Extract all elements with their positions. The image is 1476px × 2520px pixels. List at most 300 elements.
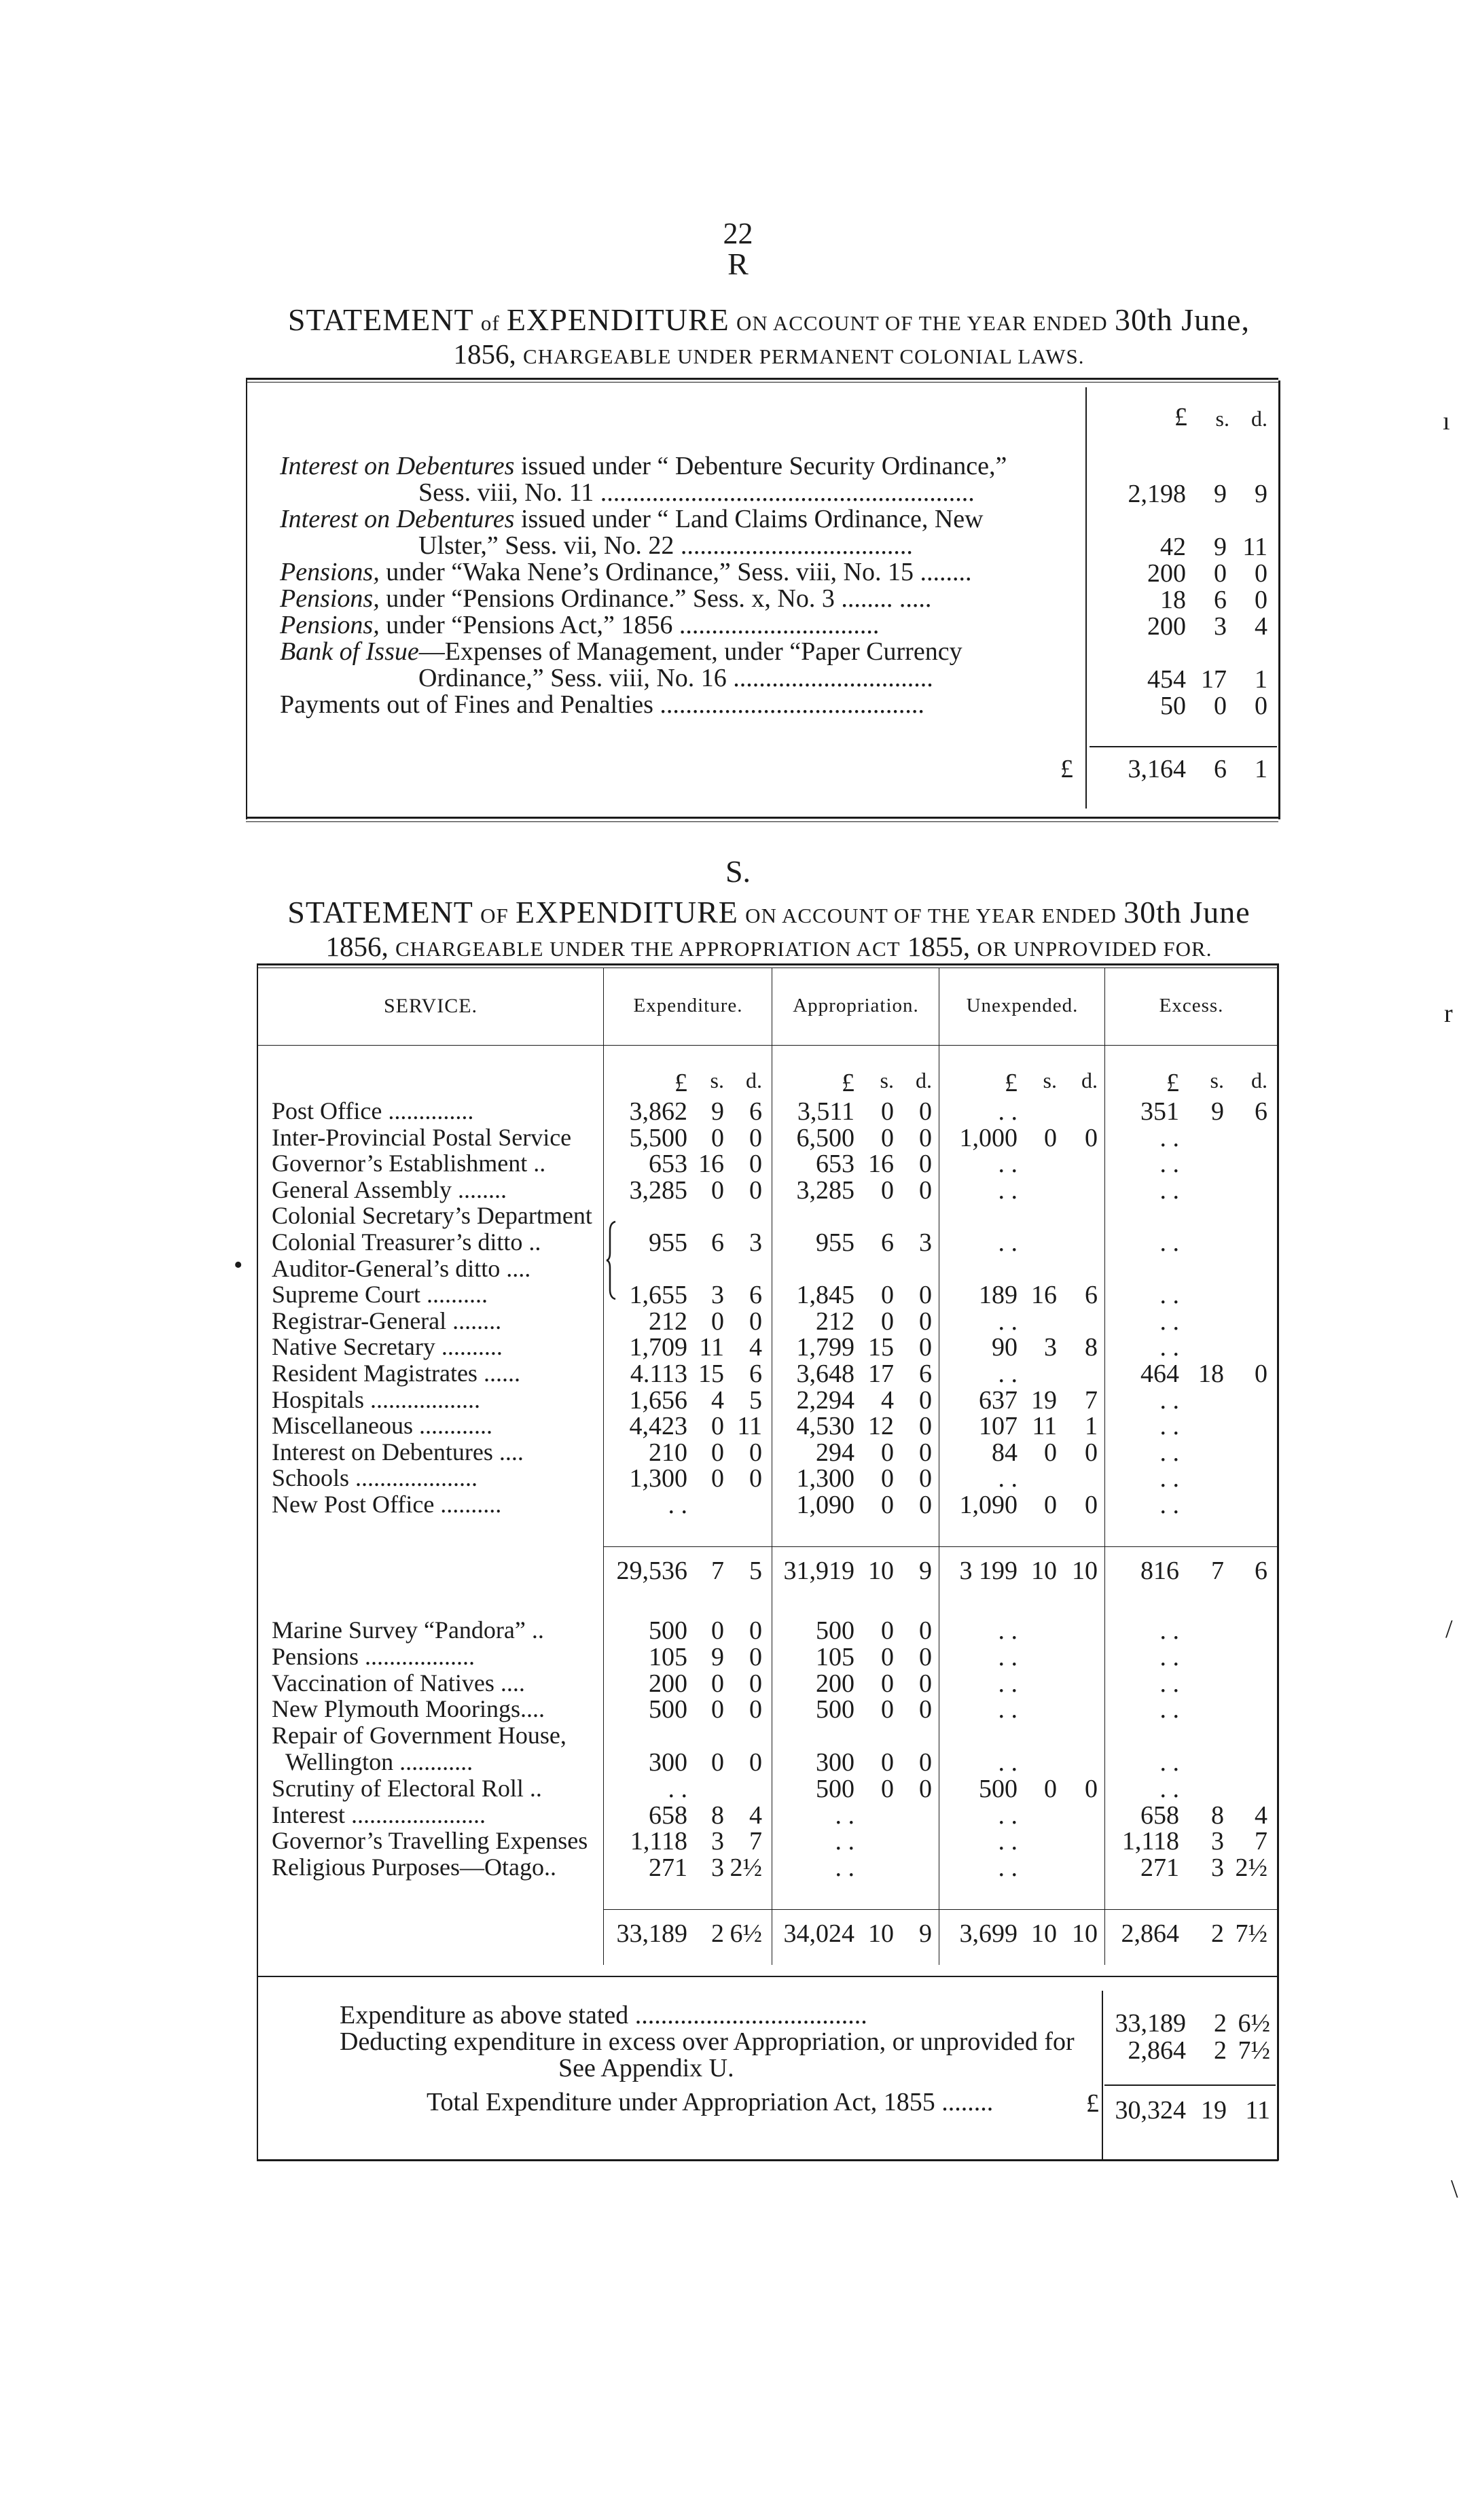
r-line-5: Pensions, under “Waka Nene’s Ordinance,” Sess. viii, No. 15 ........ (280, 558, 972, 586)
row-app-pounds: 955 (816, 1228, 854, 1257)
row-exp-pounds: . . (668, 1775, 687, 1803)
row-app-shillings: 17 (868, 1360, 894, 1388)
r-amount-pence: 0 (1255, 692, 1267, 720)
row-exp-pence: 0 (749, 1616, 762, 1645)
row-app-pence: 0 (919, 1124, 932, 1152)
service-label: Schools .................... (272, 1464, 478, 1491)
subtotal1-une-shillings: 10 (1031, 1557, 1057, 1585)
row-exp-shillings: 0 (711, 1124, 724, 1152)
summary-shillings: 2 (1214, 2036, 1227, 2065)
row-app-pence: 0 (919, 1491, 932, 1519)
row-une-pounds: 637 (979, 1386, 1018, 1415)
row-exp-pounds: 5,500 (629, 1124, 687, 1152)
row-app-shillings: 0 (881, 1748, 894, 1777)
r-top-rule (246, 378, 1278, 380)
s-col-excess: Excess. (1159, 995, 1224, 1016)
s-exc-pence-header: d. (1251, 1068, 1267, 1093)
row-exc-pounds: 351 (1140, 1097, 1179, 1126)
row-app-pounds: 212 (816, 1307, 854, 1336)
summary-line-2: Deducting expenditure in excess over Appropriation, or unprovided for (340, 2027, 1075, 2056)
row-exc-shillings: 18 (1198, 1360, 1224, 1388)
row-app-pence: 6 (919, 1360, 932, 1388)
row-une-shillings: 16 (1031, 1281, 1057, 1309)
r-total-pounds: 3,164 (1128, 755, 1186, 783)
s-currency-header-row (0, 1068, 1476, 1095)
r-amount-pence: 4 (1255, 612, 1267, 641)
summary-line-3: See Appendix U. (558, 2054, 734, 2082)
row-app-pounds: 1,799 (796, 1333, 854, 1362)
row-exp-pounds: 1,118 (630, 1827, 687, 1856)
s-col-service: SERVICE. (383, 995, 478, 1017)
row-exc-pounds: . . (1159, 1281, 1179, 1309)
service-label: Resident Magistrates ...... (272, 1360, 520, 1387)
row-exc-pounds: . . (1159, 1412, 1179, 1440)
s-app-shillings-header: s. (880, 1068, 894, 1093)
row-exc-shillings: 3 (1211, 1853, 1224, 1882)
r-amount-pence: 11 (1242, 533, 1267, 561)
service-label: Interest ...................... (272, 1801, 486, 1828)
row-une-pence: 0 (1085, 1124, 1098, 1152)
row-app-shillings: 0 (881, 1097, 894, 1126)
row-exc-pounds: . . (1159, 1616, 1179, 1645)
s-subtotal1-rule (603, 1546, 1277, 1547)
row-app-shillings: 0 (881, 1307, 894, 1336)
summary-line-4: Total Expenditure under Appropriation Act, 1855 ........ (427, 2088, 994, 2116)
row-app-shillings: 6 (881, 1228, 894, 1257)
row-une-shillings: 11 (1032, 1412, 1057, 1440)
row-une-pounds: 189 (979, 1281, 1018, 1309)
row-exp-pence: 0 (749, 1643, 762, 1671)
summary-pounds: 33,189 (1115, 2009, 1186, 2038)
r-amount-pence: 0 (1255, 586, 1267, 614)
row-exc-shillings: 3 (1211, 1827, 1224, 1856)
summary-total-shillings: 19 (1201, 2096, 1227, 2125)
row-exp-pounds: 4.113 (630, 1360, 687, 1388)
row-app-pounds: 294 (816, 1438, 854, 1467)
r-left-rule (246, 378, 247, 819)
row-une-shillings: 19 (1031, 1386, 1057, 1415)
row-exp-pounds: 4,423 (629, 1412, 687, 1440)
row-exp-pence: 7 (749, 1827, 762, 1856)
subtotal2-exc-pounds: 2,864 (1121, 1919, 1179, 1948)
row-app-pence: 0 (919, 1281, 932, 1309)
service-label: Repair of Government House, (272, 1722, 566, 1749)
row-app-pence: 0 (919, 1464, 932, 1493)
margin-mark: • (234, 1251, 243, 1279)
row-app-pounds: 3,511 (797, 1097, 854, 1126)
r-total-shillings: 6 (1214, 755, 1227, 783)
row-exc-pence: 0 (1255, 1360, 1267, 1388)
row-exc-pence: 4 (1255, 1801, 1267, 1830)
service-label: Wellington ............ (285, 1748, 473, 1775)
s-col-sep-1 (603, 968, 604, 1965)
row-exp-shillings: 0 (711, 1464, 724, 1493)
row-exp-shillings: 3 (711, 1853, 724, 1882)
row-exp-shillings: 15 (698, 1360, 724, 1388)
subtotal2-exp-shillings: 2 (711, 1919, 724, 1948)
r-amount-shillings: 9 (1214, 533, 1227, 561)
row-une-shillings: 0 (1044, 1438, 1057, 1467)
row-exp-pounds: 658 (649, 1801, 687, 1830)
service-label: Scrutiny of Electoral Roll .. (272, 1775, 542, 1802)
row-exp-shillings: 3 (711, 1827, 724, 1856)
subtotal1-exp-pounds: 29,536 (616, 1557, 687, 1585)
row-app-shillings: 0 (881, 1281, 894, 1309)
s-header-rule (257, 1045, 1278, 1046)
r-amount-shillings: 0 (1214, 559, 1227, 588)
service-label: Marine Survey “Pandora” .. (272, 1616, 544, 1644)
row-app-pence: 0 (919, 1097, 932, 1126)
r-amount-shillings: 17 (1201, 665, 1227, 694)
row-app-pounds: 1,300 (796, 1464, 854, 1493)
row-exc-pounds: . . (1159, 1669, 1179, 1698)
row-une-pence: 0 (1085, 1775, 1098, 1803)
row-exp-pence: 0 (749, 1307, 762, 1336)
service-label: Governor’s Establishment .. (272, 1150, 546, 1177)
row-exc-shillings: 9 (1211, 1097, 1224, 1126)
row-exc-pounds: . . (1159, 1464, 1179, 1493)
r-amount-shillings: 0 (1214, 692, 1227, 720)
row-app-pounds: 500 (816, 1695, 854, 1724)
r-total-pence: 1 (1255, 755, 1267, 783)
row-exc-pence: 6 (1255, 1097, 1267, 1126)
subtotal2-une-shillings: 10 (1031, 1919, 1057, 1948)
row-exp-shillings: 8 (711, 1801, 724, 1830)
row-exp-pounds: 653 (649, 1150, 687, 1178)
row-app-shillings: 0 (881, 1669, 894, 1698)
row-app-shillings: 0 (881, 1643, 894, 1671)
row-exp-pounds: 500 (649, 1695, 687, 1724)
row-app-pounds: 200 (816, 1669, 854, 1698)
margin-mark: \ (1451, 2175, 1458, 2203)
row-app-pounds: 105 (816, 1643, 854, 1671)
row-app-pounds: 1,845 (796, 1281, 854, 1309)
row-exp-pounds: 200 (649, 1669, 687, 1698)
row-exp-shillings: 11 (699, 1333, 724, 1362)
r-amount-pence: 0 (1255, 559, 1267, 588)
row-une-pounds: . . (998, 1360, 1018, 1388)
service-label: Governor’s Travelling Expenses (272, 1827, 588, 1854)
section-r-title-line2: 1856, CHARGEABLE UNDER PERMANENT COLONIAL LAWS. (453, 338, 1085, 370)
row-exc-pounds: . . (1159, 1438, 1179, 1467)
row-app-pounds: 4,530 (796, 1412, 854, 1440)
row-une-pounds: . . (998, 1097, 1018, 1126)
row-exc-pence: 7 (1255, 1827, 1267, 1856)
row-app-pounds: 2,294 (796, 1386, 854, 1415)
r-right-rule (1278, 380, 1280, 819)
summary-total-symbol: £ (1086, 2089, 1099, 2118)
r-total-symbol: £ (1060, 755, 1073, 783)
s-col-sep-4 (1104, 968, 1105, 1965)
row-une-pounds: . . (998, 1176, 1018, 1205)
row-une-pence: 1 (1085, 1412, 1098, 1440)
row-une-shillings: 3 (1044, 1333, 1057, 1362)
row-une-pounds: . . (998, 1464, 1018, 1493)
s-top-rule (257, 963, 1278, 965)
page-number: 22 (723, 217, 753, 250)
service-label: Religious Purposes—Otago.. (272, 1853, 556, 1881)
subtotal1-exc-pence: 6 (1255, 1557, 1267, 1585)
row-exp-shillings: 0 (711, 1438, 724, 1467)
r-amount-shillings: 6 (1214, 586, 1227, 614)
row-exc-pounds: . . (1159, 1124, 1179, 1152)
s-summary-divider (1102, 1991, 1103, 2161)
row-une-pounds: . . (998, 1827, 1018, 1856)
row-app-shillings: 0 (881, 1464, 894, 1493)
row-exp-pounds: 1,655 (629, 1281, 687, 1309)
r-amount-pounds: 42 (1160, 533, 1186, 561)
section-r-letter: R (727, 247, 749, 281)
row-exp-pence: 6 (749, 1097, 762, 1126)
subtotal2-app-pence: 9 (919, 1919, 932, 1948)
row-exp-shillings: 0 (711, 1695, 724, 1724)
row-exp-pounds: 3,285 (629, 1176, 687, 1205)
subtotal1-une-pounds: 3 199 (959, 1557, 1018, 1585)
row-app-pence: 0 (919, 1616, 932, 1645)
row-exp-pence: 11 (737, 1412, 762, 1440)
row-app-pence: 0 (919, 1386, 932, 1415)
row-une-pounds: 500 (979, 1775, 1018, 1803)
row-exp-pence: 4 (749, 1333, 762, 1362)
row-une-pence: 8 (1085, 1333, 1098, 1362)
r-amount-pence: 1 (1255, 665, 1267, 694)
row-une-pounds: . . (998, 1669, 1018, 1698)
row-exc-pounds: . . (1159, 1643, 1179, 1671)
row-exp-pence: 0 (749, 1150, 762, 1178)
subtotal1-exp-shillings: 7 (711, 1557, 724, 1585)
r-line-3: Interest on Debentures issued under “ Land Claims Ordinance, New (280, 505, 984, 533)
row-une-pounds: . . (998, 1616, 1018, 1645)
brace-mark (606, 1220, 619, 1300)
row-exc-pounds: 1,118 (1121, 1827, 1179, 1856)
row-une-pence: 7 (1085, 1386, 1098, 1415)
s-exp-shillings-header: s. (710, 1068, 724, 1093)
row-exp-pounds: 1,300 (629, 1464, 687, 1493)
row-exc-shillings: 8 (1211, 1801, 1224, 1830)
row-app-shillings: 0 (881, 1775, 894, 1803)
row-exp-shillings: 0 (711, 1307, 724, 1336)
subtotal2-app-pounds: 34,024 (783, 1919, 854, 1948)
subtotal2-une-pounds: 3,699 (959, 1919, 1018, 1948)
row-app-pounds: 500 (816, 1775, 854, 1803)
margin-mark: ı (1443, 407, 1450, 436)
row-app-pence: 0 (919, 1333, 932, 1362)
row-app-pence: 0 (919, 1150, 932, 1178)
row-exp-pence: 3 (749, 1228, 762, 1257)
row-exp-pence: 6 (749, 1360, 762, 1388)
service-label: New Plymouth Moorings.... (272, 1695, 545, 1722)
row-app-shillings: 0 (881, 1438, 894, 1467)
subtotal1-une-pence: 10 (1072, 1557, 1098, 1585)
subtotal1-app-pounds: 31,919 (783, 1557, 854, 1585)
row-une-pence: 0 (1085, 1438, 1098, 1467)
row-une-pounds: . . (998, 1853, 1018, 1882)
r-amount-pounds: 18 (1160, 586, 1186, 614)
row-exp-shillings: 0 (711, 1748, 724, 1777)
subtotal2-exc-pence: 7½ (1235, 1919, 1267, 1948)
row-app-pence: 0 (919, 1643, 932, 1671)
row-app-shillings: 15 (868, 1333, 894, 1362)
service-label: New Post Office .......... (272, 1491, 502, 1518)
subtotal1-exc-shillings: 7 (1211, 1557, 1224, 1585)
section-s-title-line1: STATEMENT OF EXPENDITURE ON ACCOUNT OF THE YEAR ENDED 30th June (287, 895, 1250, 929)
s-summary-rule (257, 1976, 1278, 1977)
row-exp-shillings: 6 (711, 1228, 724, 1257)
row-exc-pence: 2½ (1235, 1853, 1267, 1882)
row-app-pence: 0 (919, 1412, 932, 1440)
row-exp-pounds: 212 (649, 1307, 687, 1336)
summary-total-pounds: 30,324 (1115, 2096, 1186, 2125)
row-exp-shillings: 0 (711, 1412, 724, 1440)
summary-pence: 6½ (1238, 2009, 1270, 2038)
s-app-pence-header: d. (916, 1068, 932, 1093)
service-label: Supreme Court .......... (272, 1281, 488, 1308)
r-line-1: Interest on Debentures issued under “ Debenture Security Ordinance,” (280, 452, 1007, 480)
row-exp-shillings: 3 (711, 1281, 724, 1309)
service-label: Interest on Debentures .... (272, 1438, 524, 1466)
r-line-10: Payments out of Fines and Penalties ......................................... (280, 690, 924, 719)
row-exc-pounds: . . (1159, 1176, 1179, 1205)
r-line-8: Bank of Issue—Expenses of Management, under “Paper Currency (280, 637, 962, 666)
row-app-pence: 0 (919, 1748, 932, 1777)
row-app-shillings: 0 (881, 1124, 894, 1152)
row-une-pounds: . . (998, 1748, 1018, 1777)
service-label: Miscellaneous ............ (272, 1412, 492, 1439)
s-exc-shillings-header: s. (1210, 1068, 1224, 1093)
r-amount-pounds: 200 (1147, 559, 1186, 588)
row-app-pounds: 1,090 (796, 1491, 854, 1519)
row-exc-pounds: . . (1159, 1491, 1179, 1519)
row-exp-pence: 0 (749, 1695, 762, 1724)
s-subtotal2-rule (603, 1909, 1277, 1910)
row-exp-shillings: 16 (698, 1150, 724, 1178)
row-une-shillings: 0 (1044, 1775, 1057, 1803)
row-exc-pounds: 271 (1140, 1853, 1179, 1882)
s-col-expenditure: Expenditure. (633, 995, 743, 1016)
s-col-appropriation: Appropriation. (793, 995, 919, 1016)
row-exp-shillings: 0 (711, 1176, 724, 1205)
r-bottom-rule (246, 817, 1278, 819)
row-exp-shillings: 4 (711, 1386, 724, 1415)
subtotal2-app-shillings: 10 (868, 1919, 894, 1948)
row-exp-shillings: 0 (711, 1616, 724, 1645)
row-app-shillings: 4 (881, 1386, 894, 1415)
row-exp-shillings: 9 (711, 1643, 724, 1671)
summary-shillings: 2 (1214, 2009, 1227, 2038)
row-exc-pounds: . . (1159, 1333, 1179, 1362)
service-label: Vaccination of Natives .... (272, 1669, 525, 1697)
row-app-pence: 3 (919, 1228, 932, 1257)
s-une-pounds-header: £ (1005, 1069, 1018, 1097)
row-exp-pounds: 500 (649, 1616, 687, 1645)
row-une-pounds: 1,090 (959, 1491, 1018, 1519)
row-une-pounds: . . (998, 1695, 1018, 1724)
summary-pence: 7½ (1238, 2036, 1270, 2065)
r-line-9: Ordinance,” Sess. viii, No. 16 ............................... (418, 664, 933, 692)
s-bottom-rule (257, 2159, 1278, 2161)
row-exp-pence: 0 (749, 1748, 762, 1777)
r-amount-pounds: 2,198 (1128, 480, 1186, 508)
s-col-unexpended: Unexpended. (966, 995, 1079, 1016)
service-label: Native Secretary .......... (272, 1333, 503, 1360)
r-total-rule (1090, 746, 1277, 747)
row-app-shillings: 0 (881, 1491, 894, 1519)
service-label: Registrar-General ........ (272, 1307, 502, 1334)
row-exp-pence: 5 (749, 1386, 762, 1415)
row-app-shillings: 0 (881, 1695, 894, 1724)
row-exp-pence: 0 (749, 1669, 762, 1698)
row-app-pounds: 6,500 (796, 1124, 854, 1152)
row-app-pence: 0 (919, 1775, 932, 1803)
service-label: Auditor-General’s ditto .... (272, 1255, 531, 1282)
r-line-2: Sess. viii, No. 11 .......................................................... (418, 478, 975, 507)
row-exp-pence: 0 (749, 1176, 762, 1205)
row-exp-pounds: 1,656 (629, 1386, 687, 1415)
row-exc-pounds: . . (1159, 1150, 1179, 1178)
r-bottom-rule-thin (246, 821, 1278, 822)
row-une-pounds: 90 (992, 1333, 1018, 1362)
row-une-pounds: 1,000 (959, 1124, 1018, 1152)
row-exc-pounds: 658 (1140, 1801, 1179, 1830)
section-r-title-line1: STATEMENT of EXPENDITURE ON ACCOUNT OF THE YEAR ENDED 30th June, (287, 302, 1250, 337)
row-une-pounds: 84 (992, 1438, 1018, 1467)
s-exc-pounds-header: £ (1166, 1069, 1179, 1097)
row-exp-pounds: . . (668, 1491, 687, 1519)
r-header-pounds: £ (1174, 403, 1187, 431)
row-exp-pounds: 955 (649, 1228, 687, 1257)
row-app-pounds: . . (835, 1827, 854, 1856)
row-une-pence: 6 (1085, 1281, 1098, 1309)
summary-pounds: 2,864 (1128, 2036, 1186, 2065)
s-right-rule (1277, 963, 1279, 2161)
r-amount-pounds: 454 (1147, 665, 1186, 694)
summary-line-1: Expenditure as above stated .................................... (340, 2001, 867, 2029)
s-une-pence-header: d. (1081, 1068, 1098, 1093)
service-label: Post Office .............. (272, 1097, 474, 1124)
row-une-pounds: . . (998, 1150, 1018, 1178)
row-app-shillings: 0 (881, 1616, 894, 1645)
row-app-pounds: 300 (816, 1748, 854, 1777)
row-exp-pence: 0 (749, 1464, 762, 1493)
service-label: Inter-Provincial Postal Service (272, 1124, 572, 1151)
row-exp-pence: 6 (749, 1281, 762, 1309)
r-top-rule-thin (246, 382, 1278, 383)
r-header-shillings: s. (1215, 406, 1229, 431)
row-exc-pounds: . . (1159, 1695, 1179, 1724)
row-exc-pounds: . . (1159, 1748, 1179, 1777)
row-app-pence: 0 (919, 1669, 932, 1698)
subtotal1-app-shillings: 10 (868, 1557, 894, 1585)
row-exp-shillings: 9 (711, 1097, 724, 1126)
s-exp-pounds-header: £ (674, 1069, 687, 1097)
row-exp-pence: 4 (749, 1801, 762, 1830)
row-exp-shillings: 0 (711, 1669, 724, 1698)
row-une-pounds: 107 (979, 1412, 1018, 1440)
subtotal2-exc-shillings: 2 (1211, 1919, 1224, 1948)
row-app-pounds: . . (835, 1801, 854, 1830)
subtotal2-exp-pence: 6½ (730, 1919, 762, 1948)
row-exp-pounds: 105 (649, 1643, 687, 1671)
r-amount-pounds: 50 (1160, 692, 1186, 720)
subtotal1-app-pence: 9 (919, 1557, 932, 1585)
row-app-pence: 0 (919, 1438, 932, 1467)
s-left-rule (257, 963, 258, 2161)
s-exp-pence-header: d. (746, 1068, 762, 1093)
row-exc-pounds: . . (1159, 1307, 1179, 1336)
subtotal1-exp-pence: 5 (749, 1557, 762, 1585)
row-exp-pounds: 300 (649, 1748, 687, 1777)
row-exp-pence: 2½ (730, 1853, 762, 1882)
